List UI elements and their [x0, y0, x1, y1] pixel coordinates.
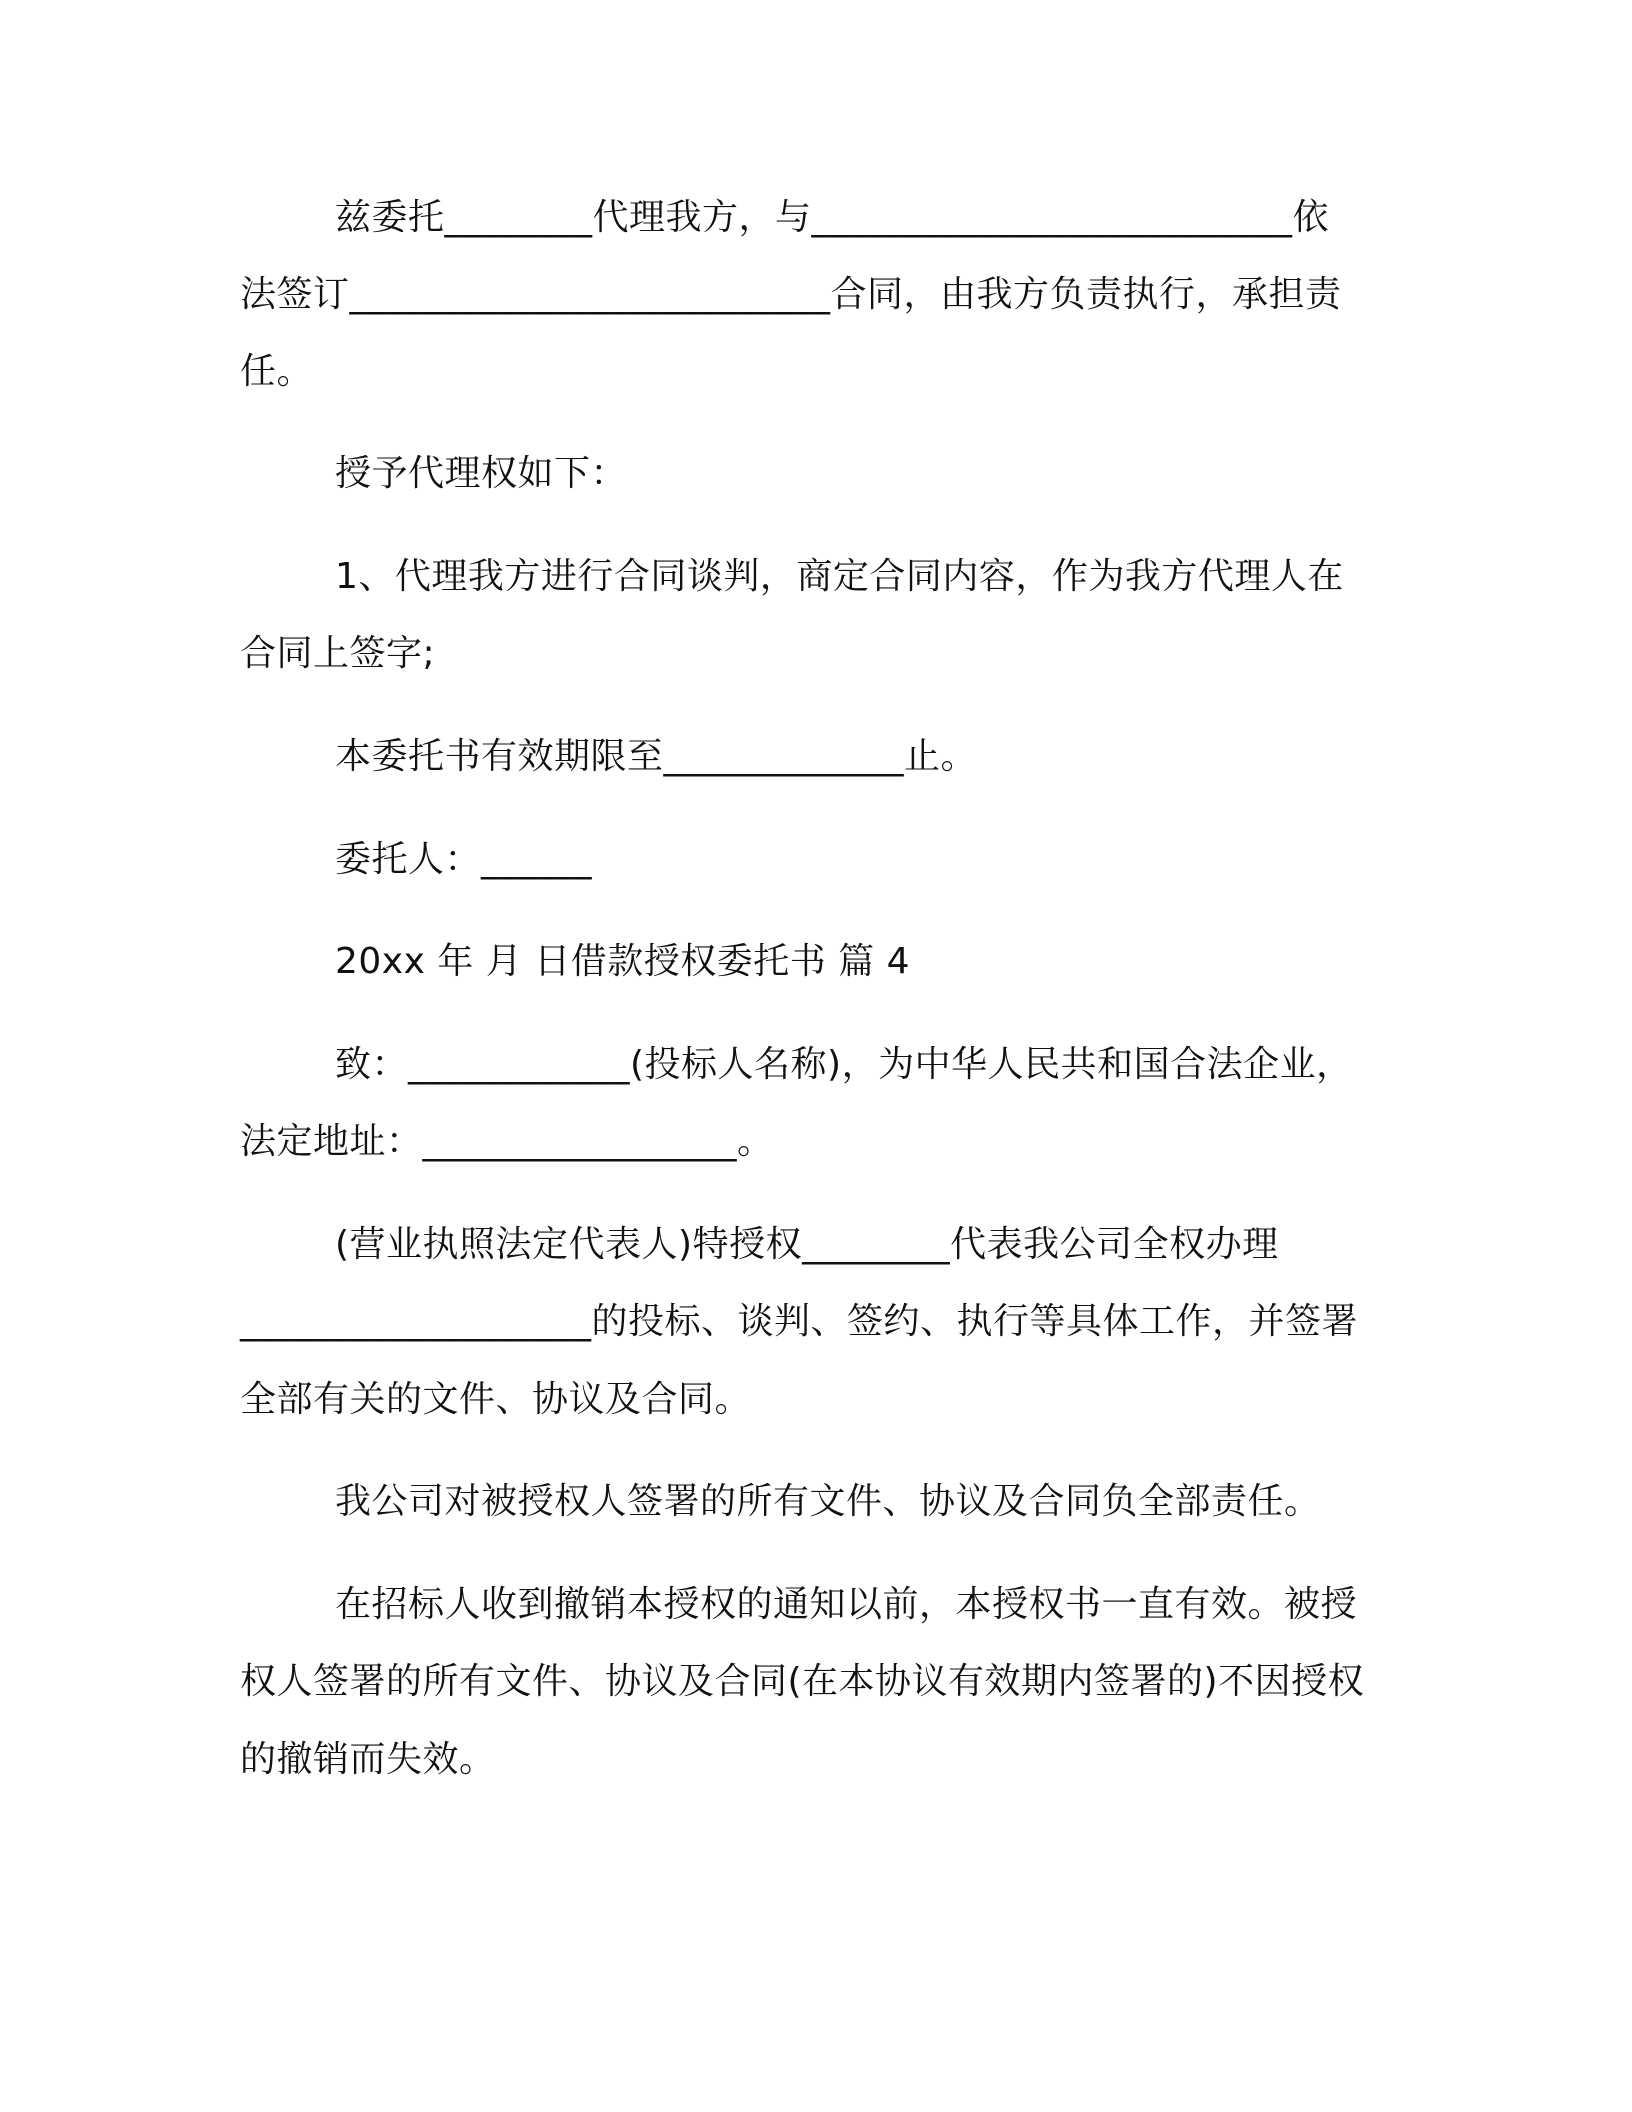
text-line: 委托人：______	[335, 839, 593, 880]
text-line: 的撤销而失效。	[240, 1739, 496, 1780]
text-line: 在招标人收到撤销本授权的通知以前，本授权书一直有效。被授	[335, 1584, 1358, 1625]
text-line: ___________________的投标、谈判、签约、执行等具体工作，并签署	[240, 1301, 1359, 1342]
text-line: 我公司对被授权人签署的所有文件、协议及合同负全部责任。	[335, 1481, 1321, 1522]
text-line: 授予代理权如下：	[335, 453, 628, 494]
text-line: 全部有关的文件、协议及合同。	[240, 1379, 752, 1420]
text-line: 兹委托________代理我方，与__________________________依	[335, 197, 1330, 238]
text-line: 致：____________(投标人名称)，为中华人民共和国合法企业，	[335, 1044, 1353, 1085]
text-line: 法签订__________________________合同，由我方负责执行，承担责	[240, 274, 1342, 315]
text-line: 本委托书有效期限至_____________止。	[335, 736, 978, 777]
text-line: 权人签署的所有文件、协议及合同(在本协议有效期内签署的)不因授权	[240, 1661, 1365, 1702]
text-line: 法定地址：_________________。	[240, 1121, 774, 1162]
section-heading: 20xx 年 月 日借款授权委托书 篇 4	[335, 941, 911, 982]
text-line: 1、代理我方进行合同谈判，商定合同内容，作为我方代理人在	[335, 556, 1344, 597]
text-line: (营业执照法定代表人)特授权________代表我公司全权办理	[335, 1224, 1279, 1265]
text-line: 合同上签字;	[240, 633, 436, 674]
text-line: 任。	[240, 351, 314, 392]
